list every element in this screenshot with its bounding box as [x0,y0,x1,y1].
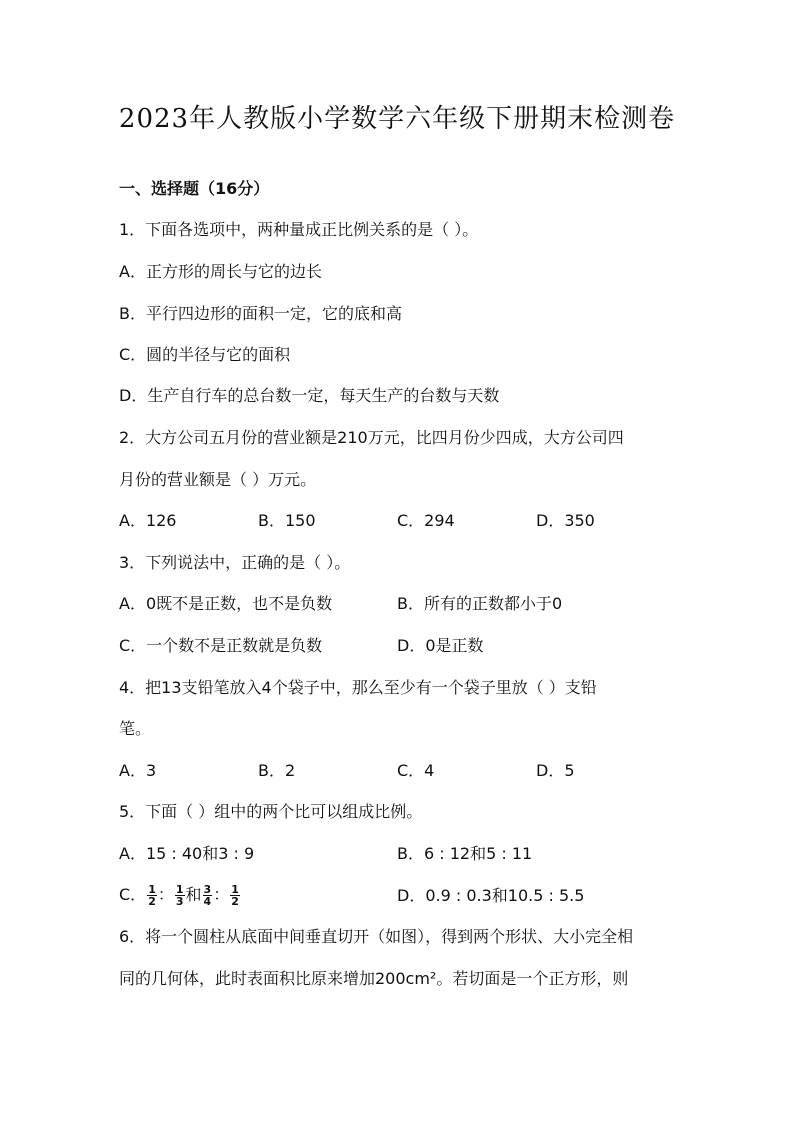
question-5-option-b: B．6 : 12和5 : 11 [397,844,533,863]
question-4-option-a: A．3 [119,761,157,780]
fraction: $\frac{1}{2}$ [148,883,156,908]
question-2-stem-line2: 月份的营业额是（ ）万元。 [119,470,317,489]
question-5-option-a: A．15 : 40和3 : 9 [119,844,255,863]
fraction: $\frac{1}{3}$ [175,883,184,908]
question-2-stem-line1: 2．大方公司五月份的营业额是210万元，比四月份少四成，大方公司四 [119,428,624,447]
question-6-stem-line1: 6．将一个圆柱从底面中间垂直切开（如图），得到两个形状、大小完全相 [119,927,634,946]
question-3-option-b: B．所有的正数都小于0 [397,594,563,613]
question-1-option-a: A．正方形的周长与它的边长 [119,262,322,281]
question-1-option-b: B．平行四边形的面积一定，它的底和高 [119,304,402,323]
question-5-stem: 5．下面（ ）组中的两个比可以组成比例。 [119,802,423,821]
question-2-option-b: B．150 [258,511,316,530]
question-2-option-a: A．126 [119,511,177,530]
question-4-option-d: D．5 [536,761,575,780]
question-6-stem-line2: 同的几何体，此时表面积比原来增加200cm²。若切面是一个正方形，则 [119,969,629,988]
section-heading: 一、选择题（16分） [119,179,270,198]
question-3-option-d: D．0是正数 [397,636,484,655]
question-4-option-b: B．2 [258,761,296,780]
question-3-stem: 3．下列说法中，正确的是（ ）。 [119,553,351,572]
question-5-option-c: C． $\frac{1}{2}$ ： $\frac{1}{3}$ 和 $\frac{3}{4}$ ： $\frac{1}{2}$ [119,883,239,908]
question-4-stem-line1: 4．把13支铅笔放入4个袋子中，那么至少有一个袋子里放（ ）支铅 [119,678,597,697]
fraction: $\frac{1}{2}$ [231,883,239,908]
question-5-option-c-prefix: C． [119,885,147,904]
page-title: 2023年人教版小学数学六年级下册期末检测卷 [118,104,676,134]
question-5-option-d: D．0.9 : 0.3和10.5 : 5.5 [397,886,585,905]
question-4-option-c: C．4 [397,761,435,780]
question-1-stem: 1．下面各选项中，两种量成正比例关系的是（ ）。 [119,220,479,239]
question-2-option-c: C．294 [397,511,455,530]
question-4-stem-line2: 笔。 [119,719,152,738]
question-1-option-d: D．生产自行车的总台数一定，每天生产的台数与天数 [119,386,500,405]
question-3-option-c: C．一个数不是正数就是负数 [119,636,323,655]
question-2-option-d: D．350 [536,511,595,530]
question-5-options-row2 [119,882,719,910]
question-1-option-c: C．圆的半径与它的面积 [119,345,291,364]
fraction: $\frac{3}{4}$ [203,883,212,908]
question-3-option-a: A．0既不是正数，也不是负数 [119,594,333,613]
